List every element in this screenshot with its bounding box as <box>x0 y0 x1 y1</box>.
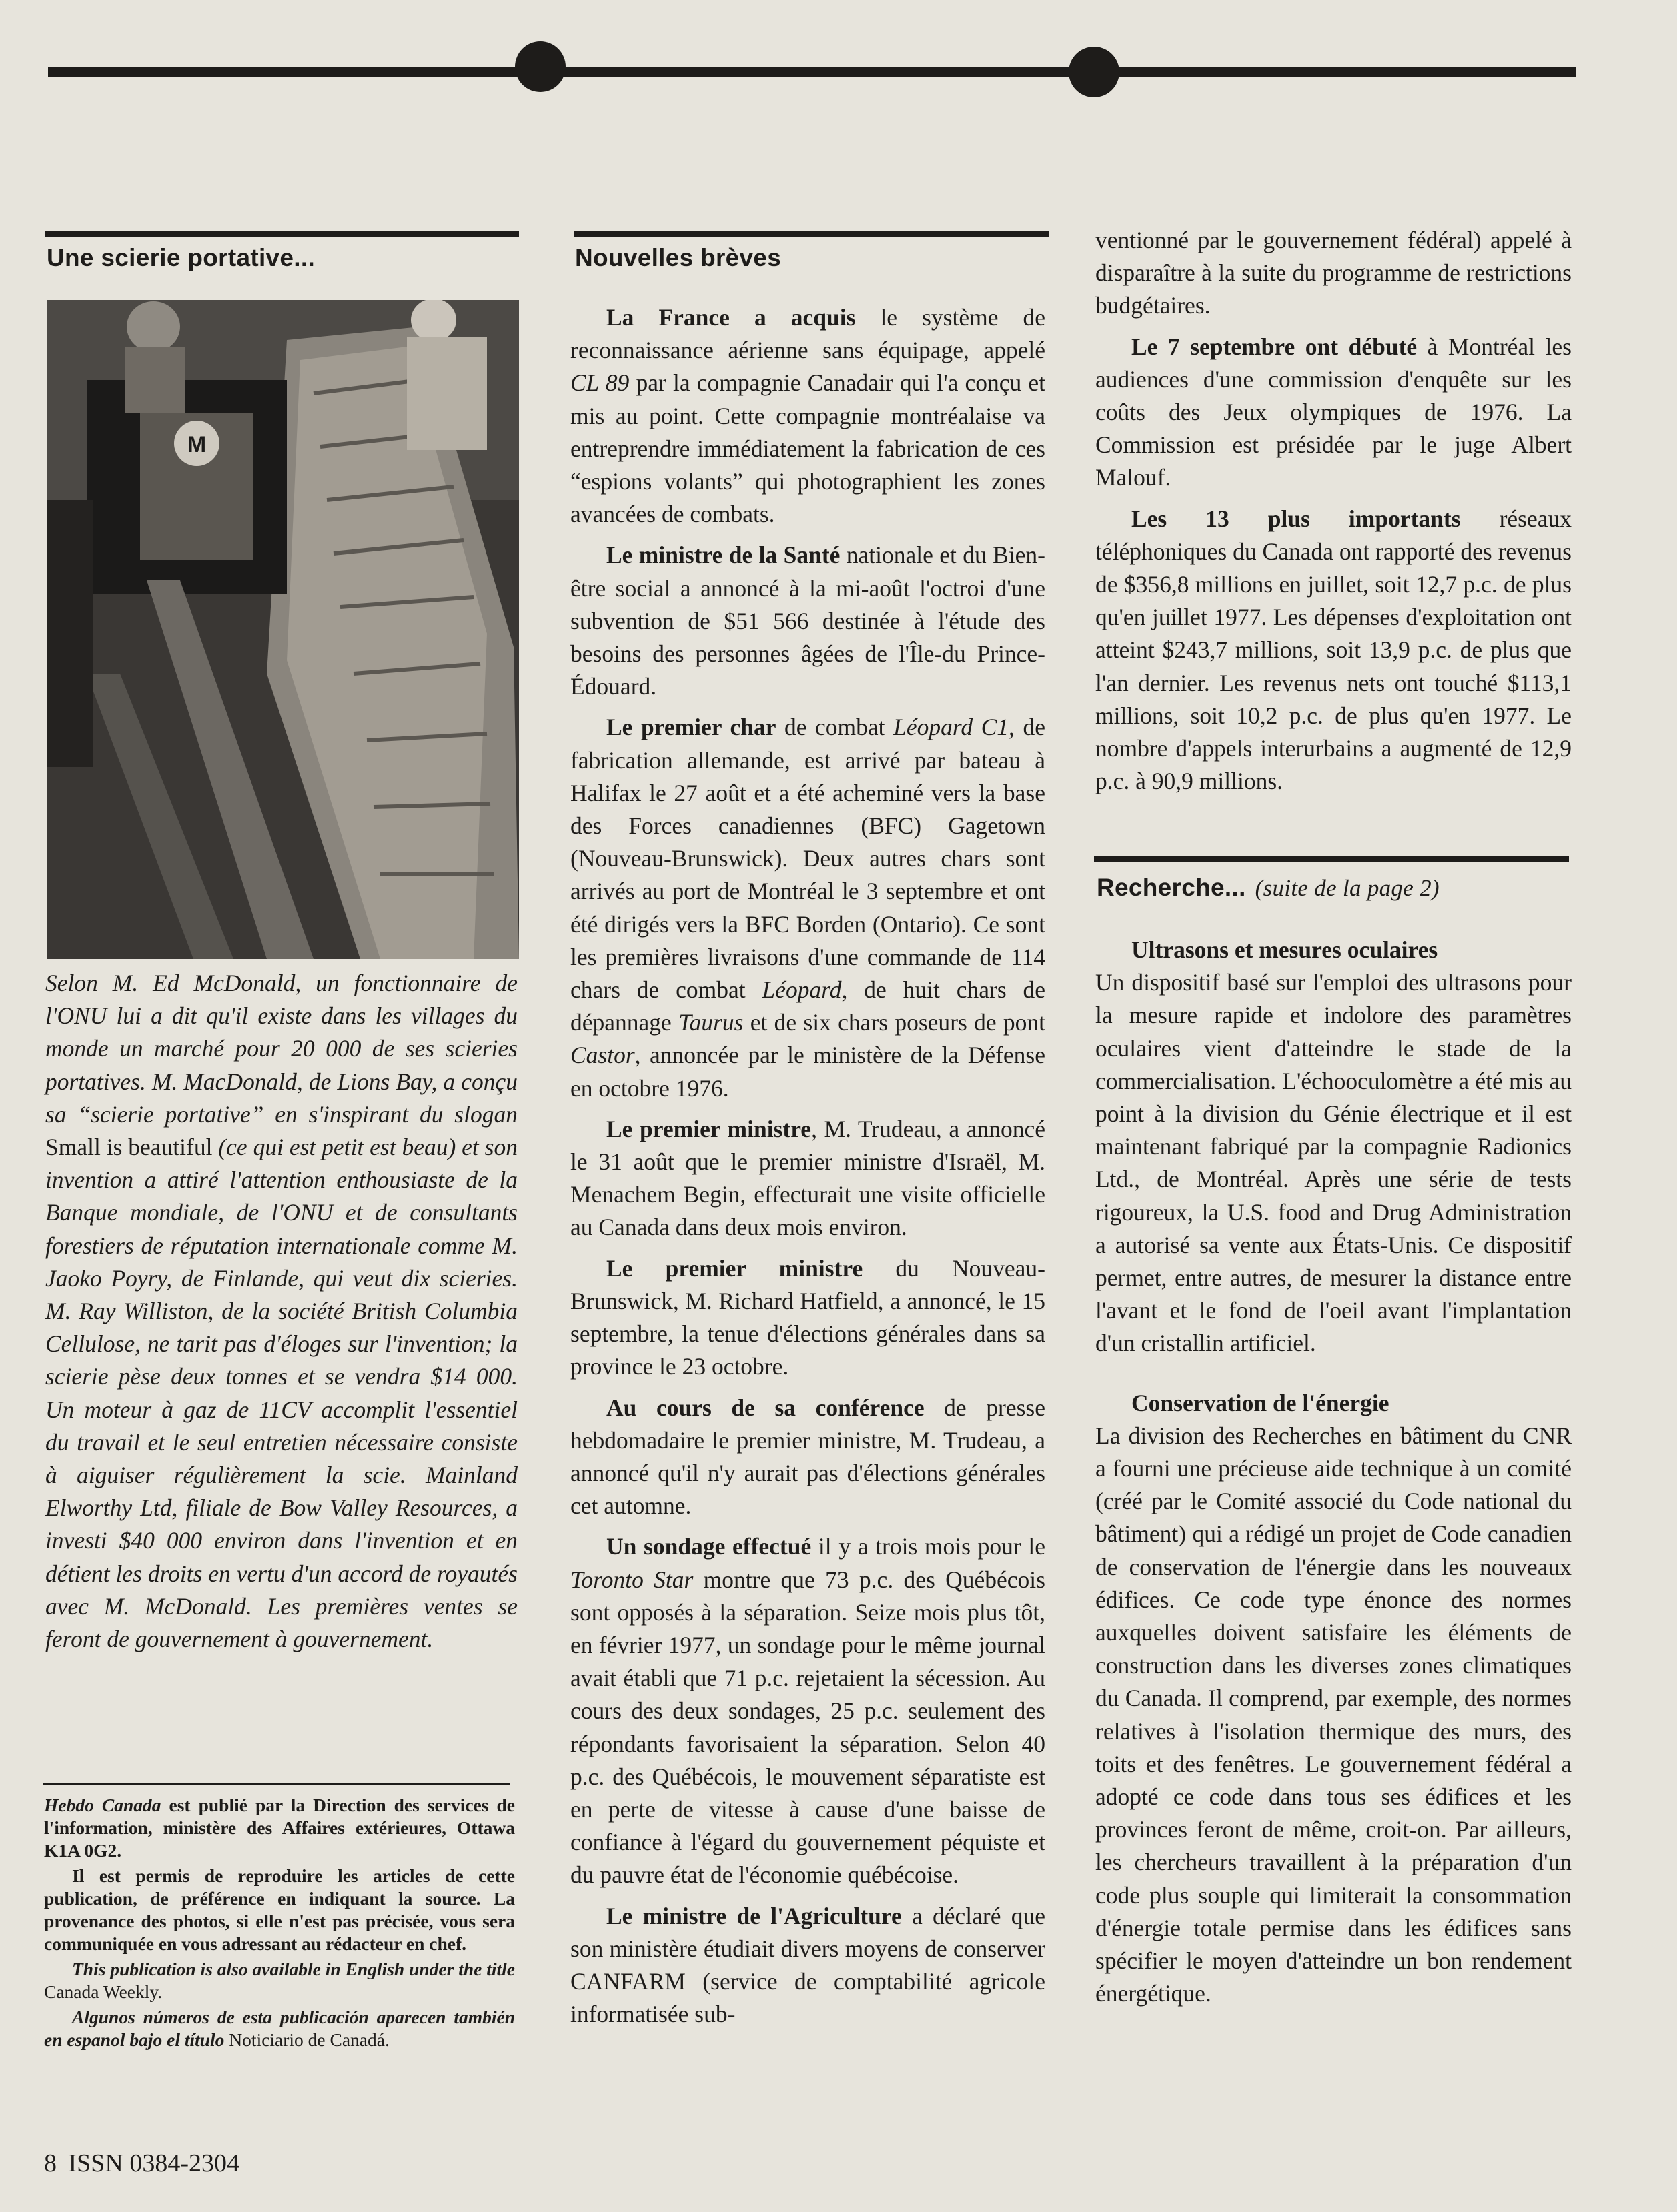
brief-sondage-i1: Toronto Star <box>570 1566 694 1593</box>
brief-char-t2: , de fabrication allemande, est arrivé par bateau à Halifax le 27 août et a été acheminé vers la base des Forces canadiennes (BFC) Gagetown (Nouveau-Brunswick). Deux autres chars sont arrivés au port de Montréal le 3 septembre et ont été dirigés vers la BFC Borden (Ontario). Ce sont les premières livraisons d'une commande de 114 chars de combat <box>570 714 1045 1004</box>
brief-olympiques <box>1095 331 1572 495</box>
brief-agriculture-lead: Le ministre de l'Agriculture <box>606 1902 902 1929</box>
brief-char-lead: Le premier char <box>606 714 776 741</box>
masthead-p2: Il est permis de reproduire les articles de cette publication, de préférence en indiquant la source. La provenance des photos, si elle n'est pas précisée, vous sera communiquée en vous adressant au rédacteur en chef. <box>44 1865 515 1954</box>
masthead-p1-text: est publié par la Direction des services de l'information, ministère des Affaires extérieures, Ottawa K1A 0G2. <box>44 1795 515 1861</box>
col3-body-top <box>1095 224 1572 806</box>
sawmill-photo <box>47 300 519 959</box>
col3-header <box>1097 874 1440 902</box>
masthead-p4-title: Noticiario de Canadá. <box>229 2029 390 2050</box>
brief-char-t3: , de huit chars de dépannage <box>570 976 1046 1036</box>
energie-heading: Conservation de l'énergie <box>1131 1389 1389 1416</box>
photo-caption <box>45 967 518 1656</box>
masthead-title: Hebdo Canada <box>44 1795 161 1815</box>
sawmill-photo-icon <box>47 300 519 959</box>
brief-sondage-t1: il y a trois mois pour le <box>811 1533 1045 1560</box>
col2-header-rule <box>574 231 1049 237</box>
brief-telephonie <box>1095 503 1572 798</box>
masthead-p3-title: Canada Weekly. <box>44 1981 163 2002</box>
col3-header-title: Recherche... <box>1097 874 1246 901</box>
brief-hatfield-t1: du Nouveau-Brunswick, M. Richard Hatfield, a annoncé, le 15 septembre, la tenue d'élections générales dans sa province le 23 octobre. <box>570 1254 1045 1380</box>
brief-conference-lead: Au cours de sa conférence <box>606 1394 925 1421</box>
top-rule <box>48 67 1576 77</box>
top-rule-dot-left <box>515 41 566 92</box>
masthead-p3-text: This publication is also available in English under the title <box>72 1959 515 1979</box>
brief-trudeau-lead: Le premier ministre <box>606 1115 812 1142</box>
brief-sondage-t2: montre que 73 p.c. des Québécois sont opposés à la séparation. Seize mois plus tôt, en février 1977, un sondage pour le même journal avait établi que 71 p.c. rejetaient la sécession. Au cours des deux sondages, 25 p.c. seulement des répondants favorisaient la séparation. Selon 40 p.c. des Québécois, le mouvement séparatiste est en perte de vitesse à cause d'une baisse de confiance à l'égard du gouvernement péquiste et du pauvre état de l'économie québécoise. <box>570 1566 1045 1889</box>
brief-sondage <box>570 1530 1045 1891</box>
masthead <box>44 1794 515 2054</box>
brief-conference <box>570 1392 1045 1523</box>
footer <box>44 2149 239 2178</box>
brief-trudeau-t1: , M. Trudeau, a annoncé le 31 août que le premier ministre d'Israël, M. Menachem Begin, effecturait une visite officielle au Canada dans deux mois environ. <box>570 1115 1045 1241</box>
brief-char-t5: , annoncée par le ministère de la Défense en octobre 1976. <box>570 1042 1045 1102</box>
masthead-p1 <box>44 1794 515 1862</box>
brief-char-t4: et de six chars poseurs de pont <box>743 1009 1045 1036</box>
brief-hatfield <box>570 1252 1045 1384</box>
col1-header: Une scierie portative... <box>47 244 316 271</box>
masthead-p4 <box>44 2006 515 2051</box>
page-number: 8 <box>44 2149 57 2177</box>
brief-char-i3: Taurus <box>678 1009 744 1036</box>
col1-header-rule <box>45 231 519 237</box>
brief-conference-t1: de presse hebdomadaire le premier ministre, M. Trudeau, a annoncé qu'il n'y aurait pas d'élections générales cet automne. <box>570 1394 1045 1520</box>
brief-olympiques-t1: à Montréal les audiences d'une commission d'enquête sur les coûts des Jeux olympiques de 1976. La Commission est présidée par le juge Albert Malouf. <box>1095 333 1572 491</box>
brief-hatfield-lead: Le premier ministre <box>606 1254 863 1282</box>
col2-body <box>570 301 1045 2039</box>
energie-text: La division des Recherches en bâtiment du CNR a fourni une précieuse aide technique à un comité (créé par le Comité associé du Code national du bâtiment) qui a rédigé un projet de Code canadien de conservation de l'énergie dans les nouveaux édifices. Ce code type énonce des normes auxquelles doivent satisfaire les éléments de construction dans les diverses zones climatiques du Canada. Il comprend, par exemple, des normes relatives à l'isolation thermique des murs, des toits et des fenêtres. Le gouvernement fédéral a adopté ce code dans tous ses édifices et les provinces feront de même, croit-on. Par ailleurs, les chercheurs travaillent à la préparation d'un code plus souple qui limiterait la consommation d'énergie totale permise dans les édifices sans spécifier le moyen d'atteindre un bon rendement énergétique. <box>1095 1422 1572 2007</box>
col2-header: Nouvelles brèves <box>575 244 782 271</box>
brief-canfarm-cont: ventionné par le gouvernement fédéral) appelé à disparaître à la suite du programme de restrictions budgétaires. <box>1095 227 1572 319</box>
masthead-p3 <box>44 1958 515 2003</box>
brief-france <box>570 301 1045 531</box>
brief-sante-t1: nationale et du Bien-être social a annoncé à la mi-août l'octroi d'une subvention de $51 566 destinée à l'étude des besoins des personnes âgées de l'Île-du Prince-Édouard. <box>570 541 1045 700</box>
brief-sante-lead: Le ministre de la Santé <box>606 541 841 569</box>
col3-header-sub: (suite de la page 2) <box>1255 875 1440 901</box>
photo-caption-part2: (ce qui est petit est beau) et son invention a attiré l'attention enthousiaste de la Banque mondiale, de l'ONU et de consultants forestiers de réputation internationale comme M. Jaoko Poyry, de Finlande, qui veut dix scieries. M. Ray Williston, de la société British Columbia Cellulose, ne tarit pas d'éloges sur l'invention; la scierie pèse deux tonnes et se vendra $14 000. Un moteur à gaz de 11CV accomplit l'essentiel du travail et le seul entretien nécessaire consiste à aiguiser régulièrement la scie. Mainland Elworthy Ltd, filiale de Bow Valley Resources, a investi $40 000 environ dans l'invention et en détient les droits en vertu d'un accord de royautés avec M. McDonald. Les premières ventes se feront de gouvernement à gouvernement. <box>45 1134 518 1653</box>
brief-france-lead: La France a acquis <box>606 304 856 331</box>
brief-france-t1: le système de reconnaissance aérienne sans équipage, appelé <box>570 304 1045 364</box>
brief-char <box>570 711 1045 1104</box>
brief-telephonie-lead: Les 13 plus importants <box>1131 505 1461 532</box>
brief-olympiques-lead: Le 7 septembre ont débuté <box>1131 333 1418 360</box>
col3-body-research <box>1095 934 1572 2019</box>
top-rule-dot-right <box>1069 47 1119 97</box>
masthead-rule <box>43 1783 510 1785</box>
brief-char-i1: Léopard C1 <box>893 714 1009 741</box>
ultrasons-text: Un dispositif basé sur l'emploi des ultrasons pour la mesure rapide et indolore des paramètres oculaires vient d'atteindre le stade de la commercialisation. L'échooculomètre a été mis au point à la division du Génie électrique et il est maintenant fabriqué par la compagnie Radionics Ltd., de Montréal. Après une série de tests rigoureux, la U.S. food and Drug Administration a autorisé sa vente aux États-Unis. Ce dispositif permet, entre autres, de mesurer la distance entre l'avant et le fond de l'oeil avant l'implantation d'un cristallin artificiel. <box>1095 969 1572 1357</box>
brief-france-i1: CL 89 <box>570 369 630 397</box>
ultrasons-heading: Ultrasons et mesures oculaires <box>1131 936 1438 963</box>
photo-caption-slogan: Small is beautiful <box>45 1134 213 1161</box>
brief-telephonie-t1: réseaux téléphoniques du Canada ont rapporté des revenus de $356,8 millions en juillet, soit 12,7 p.c. de plus qu'en juillet 1977. Les dépenses d'exploitation ont atteint $243,7 millions, soit 13,9 p.c. de plus que l'an dernier. Les revenus nets ont touché $113,1 millions, soit 10,2 p.c. de plus qu'en 1977. Le nombre d'appels interurbains a augmenté de 12,9 p.c. à 90,9 millions. <box>1095 505 1572 795</box>
brief-char-i2: Léopard <box>762 976 842 1004</box>
brief-trudeau <box>570 1113 1045 1244</box>
brief-france-t2: par la compagnie Canadair qui l'a conçu et mis au point. Cette compagnie montréalaise va entreprendre immédiatement la fabrication de ces “espions volants” qui photographient les zones avancées de combats. <box>570 369 1045 528</box>
brief-sondage-lead: Un sondage effectué <box>606 1533 812 1560</box>
brief-agriculture <box>570 1900 1045 2031</box>
brief-agriculture-t1: a déclaré que son ministère étudiait divers moyens de conserver CANFARM (service de comptabilité agricole informatisée sub- <box>570 1902 1045 2028</box>
brief-char-i4: Castor <box>570 1042 635 1069</box>
brief-sante <box>570 539 1045 703</box>
svg-text:M: M <box>187 432 207 457</box>
brief-char-t1: de combat <box>776 714 894 741</box>
photo-caption-part1: Selon M. Ed McDonald, un fonctionnaire de l'ONU lui a dit qu'il existe dans les villages du monde un marché pour 20 000 de ses scieries portatives. M. MacDonald, de Lions Bay, a conçu sa “scierie portative” en s'inspirant du slogan <box>45 970 518 1128</box>
col3-header-rule <box>1094 856 1569 862</box>
masthead-p4-text: Algunos números de esta publicación aparecen también en espanol bajo el título <box>44 2007 515 2050</box>
issn: ISSN 0384-2304 <box>68 2149 240 2177</box>
